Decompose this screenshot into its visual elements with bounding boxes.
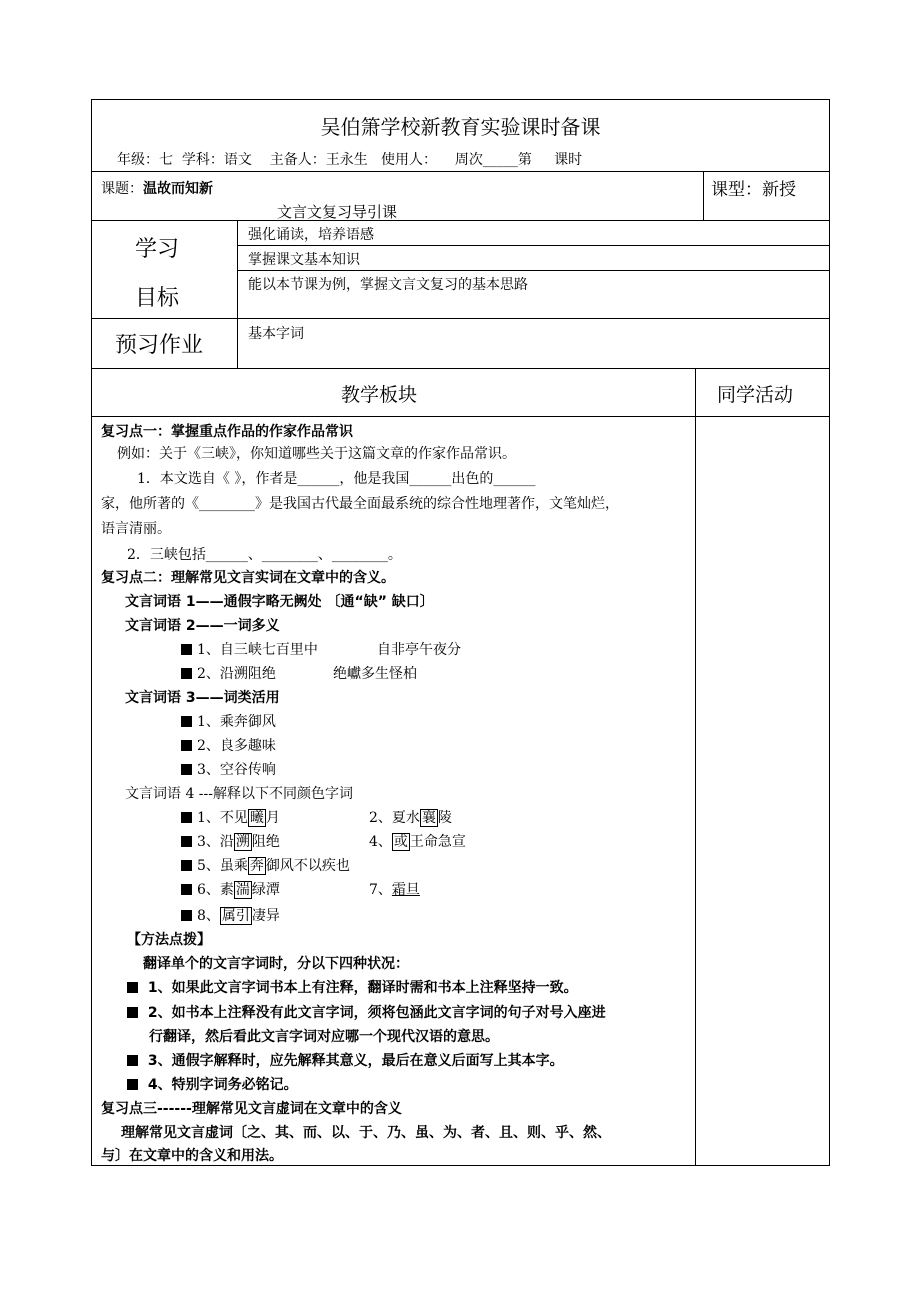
goals-label-1: 学习 — [135, 237, 180, 262]
list-item: 6、素 湍 绿潭 — [181, 879, 280, 899]
square-bullet-icon — [181, 668, 192, 679]
square-bullet-icon — [181, 812, 192, 823]
word-group-1: 文言词语 1——通假字略无阙处 〔通“缺” 缺口〕 — [125, 594, 434, 610]
square-bullet-icon — [181, 740, 192, 751]
method-title: 【方法点拨】 — [127, 932, 211, 948]
list-item-alt: 绝巘多生怪柏 — [333, 666, 417, 682]
word-group-2: 文言词语 2——一词多义 — [125, 618, 280, 634]
review-point-3-line-2: 与〕在文章中的含义和用法。 — [101, 1148, 283, 1164]
square-bullet-icon — [181, 644, 192, 655]
topic-label: 课题： — [101, 181, 143, 197]
square-bullet-icon — [127, 1055, 138, 1066]
word-group-3: 文言词语 3——词类活用 — [125, 690, 280, 706]
review-point-2-title: 复习点二：理解常见文言实词在文章中的含义。 — [101, 570, 395, 586]
goal-item: 能以本节课为例，掌握文言文复习的基本思路 — [248, 277, 528, 293]
list-item-alt: 7、霜旦 — [369, 882, 420, 898]
page-title: 吴伯箫学校新教育实验课时备课 — [320, 115, 601, 139]
question-1-line-2: 家，他所著的《________》是我国古代最全面最系统的综合性地理著作，文笔灿烂， — [101, 496, 619, 512]
list-item: 3、沿 溯 阻绝 — [181, 831, 280, 851]
review-point-1-example: 例如：关于《三峡》，你知道哪些关于这篇文章的作家作品常识。 — [117, 446, 516, 462]
list-item: 1、自三峡七百里中 — [181, 639, 318, 659]
course-meta: 年级：七 学科：语文 主备人：王永生 使用人： 周次_____第 课时 — [117, 152, 583, 168]
lesson-plan-table — [91, 99, 830, 1166]
square-bullet-icon — [181, 764, 192, 775]
goals-label-2: 目标 — [135, 286, 180, 311]
word-group-4: 文言词语 4 ---解释以下不同颜色字词 — [125, 786, 353, 802]
review-point-3-title: 复习点三------理解常见文言虚词在文章中的含义 — [101, 1101, 402, 1117]
method-item-continued: 行翻译，然后看此文言字词对应哪一个现代汉语的意思。 — [149, 1029, 499, 1045]
square-bullet-icon — [181, 910, 192, 921]
prep-content: 基本字词 — [248, 326, 304, 342]
square-bullet-icon — [127, 982, 138, 993]
method-item: 4、特别字词务必铭记。 — [127, 1074, 298, 1094]
square-bullet-icon — [181, 860, 192, 871]
list-item: 5、虽乘 奔 御风不以疾也 — [181, 855, 350, 875]
method-item: 1、如果此文言字词书本上有注释，翻译时需和书本上注释坚持一致。 — [127, 977, 578, 997]
square-bullet-icon — [127, 1079, 138, 1090]
square-bullet-icon — [181, 836, 192, 847]
topic-line — [101, 178, 213, 198]
column-side-header: 同学活动 — [717, 384, 794, 406]
review-point-3-line-1: 理解常见文言虚词〔之、其、而、以、于、乃、虽、为、者、且、则、乎、然、 — [121, 1125, 611, 1141]
list-item-alt: 4、 或 王命急宣 — [369, 834, 466, 850]
method-intro: 翻译单个的文言字词时，分以下四种状况： — [143, 956, 409, 972]
list-item: 3、空谷传响 — [181, 759, 276, 779]
list-item-alt: 2、夏水 襄 陵 — [369, 810, 452, 826]
list-item-alt: 自非亭午夜分 — [377, 642, 461, 658]
question-2: 2．三峡包括______、________、________。 — [127, 547, 402, 563]
lesson-type: 课型：新授 — [711, 180, 796, 200]
question-1-line-3: 语言清丽。 — [101, 521, 171, 537]
list-item: 1、乘奔御风 — [181, 711, 276, 731]
list-item: 2、沿溯阻绝 — [181, 663, 276, 683]
topic-subtitle: 文言文复习导引课 — [277, 203, 398, 221]
method-item: 3、通假字解释时，应先解释其意义，最后在意义后面写上其本字。 — [127, 1050, 564, 1070]
review-point-1-title: 复习点一：掌握重点作品的作家作品常识 — [101, 424, 353, 440]
goal-item: 强化诵读，培养语感 — [248, 227, 374, 243]
square-bullet-icon — [181, 716, 192, 727]
goal-item: 掌握课文基本知识 — [248, 252, 360, 268]
square-bullet-icon — [181, 884, 192, 895]
column-main-header: 教学板块 — [341, 384, 418, 406]
topic-value: 温故而知新 — [143, 181, 213, 197]
list-item: 2、良多趣味 — [181, 735, 276, 755]
list-item: 1、不见 曦 月 — [181, 807, 280, 827]
prep-label: 预习作业 — [115, 333, 204, 358]
question-1-line-1: 1．本文选自《 》，作者是______，他是我国______出色的______ — [137, 471, 536, 487]
method-item: 2、如书本上注释没有此文言字词，须将包涵此文言字词的句子对号入座进 — [127, 1002, 606, 1022]
square-bullet-icon — [127, 1007, 138, 1018]
list-item: 8、 属引 凄异 — [181, 905, 280, 925]
